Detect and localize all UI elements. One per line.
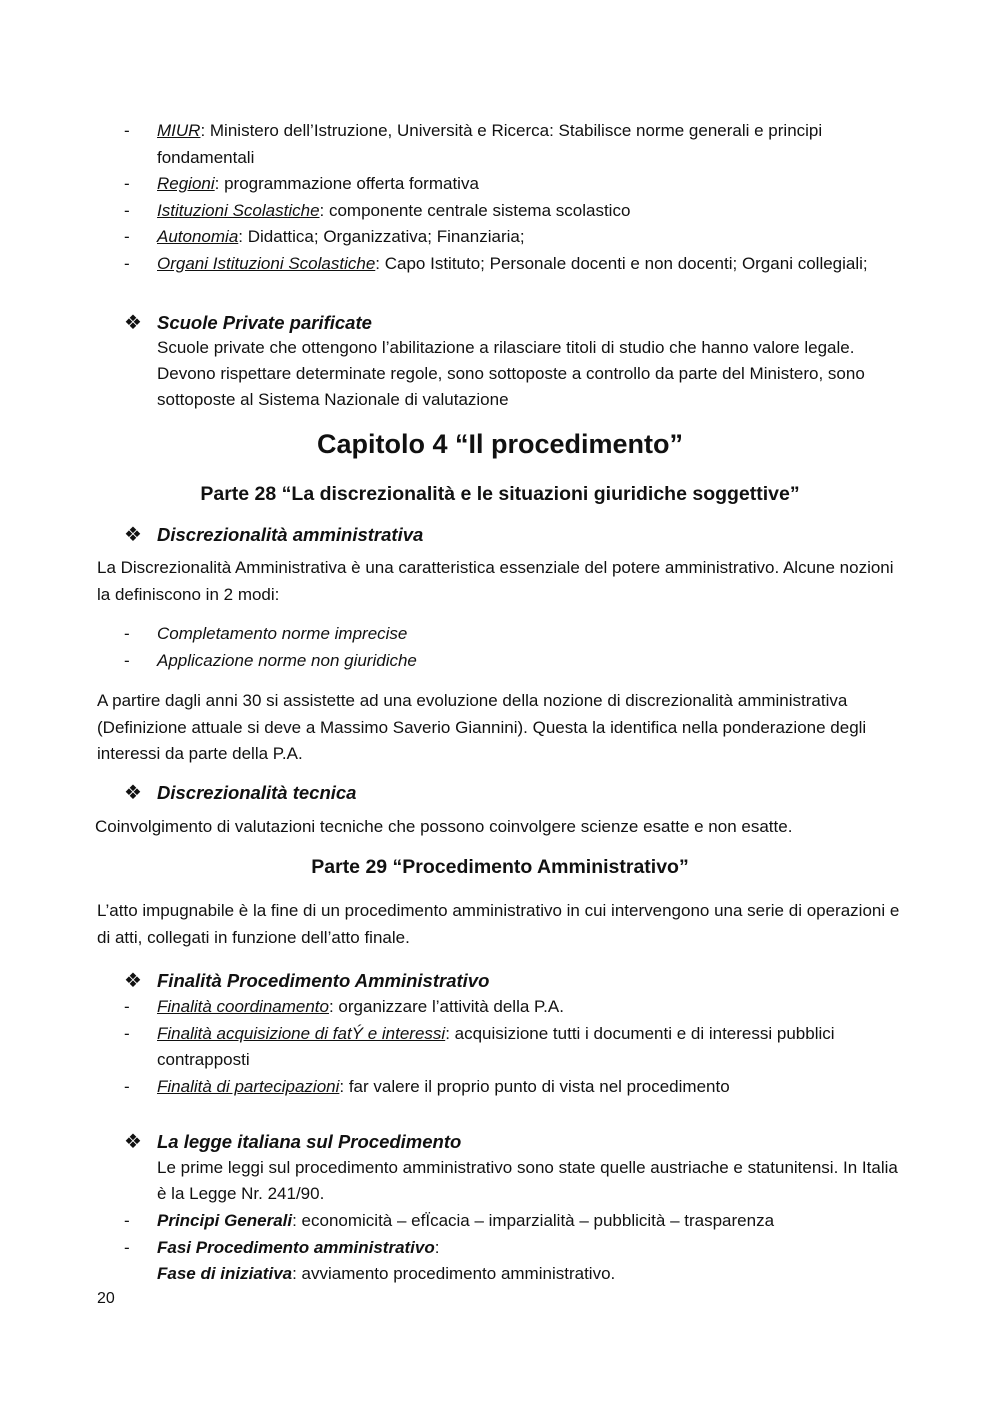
list-term: Principi Generali xyxy=(157,1211,293,1230)
paragraph-tecnica: Coinvolgimento di valutazioni tecniche che possono coinvolgere scienze esatte e non esatte. xyxy=(95,817,793,836)
section-heading-discrezionalita-tecnica xyxy=(124,780,356,806)
dash-marker: - xyxy=(124,1076,130,1096)
list-term: Organi Istituzioni Scolastiche xyxy=(157,253,376,273)
section-heading-finalita xyxy=(124,968,489,994)
dash-marker: - xyxy=(124,1237,130,1257)
part-29-title: Parte 29 “Procedimento Amministrativo” xyxy=(311,856,689,878)
list-desc: : xyxy=(434,1237,440,1257)
list-desc: : Capo Istituto; Personale docenti e non docenti; Organi collegiali; xyxy=(375,253,868,273)
dash-marker: - xyxy=(124,624,130,643)
finalita-list xyxy=(0,994,1000,1100)
paragraph-evoluzione: A partire dagli anni 30 si assistette ad una evoluzione della nozione di discrezionalità amministrativa (Definizione attuale si deve a Massimo Saverio Giannini). Questa la identifica nella ponderazione degli interessi da parte della P.A. xyxy=(97,691,867,763)
section-heading-discrezionalita-amministrativa xyxy=(124,522,423,548)
section-heading-scuole-private xyxy=(124,310,372,336)
list-desc: : acquisizione tutti i documenti e di interessi pubblici contrapposti xyxy=(157,1023,835,1069)
diamond-bullet-icon: ❖ xyxy=(124,524,142,546)
list-item xyxy=(0,994,1000,1021)
dash-marker: - xyxy=(124,997,130,1016)
list-item xyxy=(0,621,1000,648)
diamond-bullet-icon: ❖ xyxy=(124,312,142,334)
list-item xyxy=(0,224,1000,251)
list-term: Regioni xyxy=(157,174,215,193)
dash-marker: - xyxy=(124,227,130,246)
list-item xyxy=(0,251,1000,278)
scuole-private-paragraph: Scuole private che ottengono l’abilitazione a rilasciare titoli di studio che hanno valore legale. Devono rispettare determinate regole, sono sottoposte a controllo da parte del Ministero, sono sottoposte al Sistema Nazionale di valutazione xyxy=(157,338,865,409)
top-definition-list xyxy=(0,118,1000,277)
list-desc: : Didattica; Organizzativa; Finanziaria; xyxy=(238,227,525,246)
dash-marker: - xyxy=(124,121,130,140)
list-text: Completamento norme imprecise xyxy=(157,624,408,643)
list-term: Finalità acquisizione di fatÝ e interessi xyxy=(157,1023,446,1043)
list-desc: : organizzare l’attività della P.A. xyxy=(328,997,564,1016)
heading-text: Scuole Private parificate xyxy=(157,312,372,333)
part-28-title: Parte 28 “La discrezionalità e le situazioni giuridiche soggettive” xyxy=(200,483,800,505)
list-item xyxy=(0,1208,1000,1235)
dash-marker: - xyxy=(124,174,130,193)
list-item xyxy=(0,118,1000,171)
paragraph-atto-impugnabile: L’atto impugnabile è la fine di un procedimento amministrativo in cui intervengono una serie di operazioni e di atti, collegati in funzione dell’atto finale. xyxy=(97,901,900,947)
dash-marker: - xyxy=(124,253,130,273)
diamond-bullet-icon: ❖ xyxy=(124,1131,142,1153)
diamond-bullet-icon: ❖ xyxy=(124,970,142,992)
legge-paragraph: Le prime leggi sul procedimento amministrativo sono state quelle austriache e statunitensi. In Italia è la Legge Nr. 241/90. xyxy=(157,1158,898,1203)
list-subterm: Fase di iniziativa xyxy=(157,1264,293,1283)
heading-text: Finalità Procedimento Amministrativo xyxy=(157,970,490,991)
dash-marker: - xyxy=(124,1211,130,1230)
list-term: Finalità coordinamento xyxy=(157,997,329,1016)
dash-marker: - xyxy=(124,650,130,670)
list-term: Finalità di partecipazioni xyxy=(157,1076,340,1096)
list-item xyxy=(0,171,1000,198)
chapter-title: Capitolo 4 “Il procedimento” xyxy=(316,429,684,459)
list-item xyxy=(0,648,1000,675)
list-term: Autonomia xyxy=(157,227,239,246)
list-desc: : far valere il proprio punto di vista nel procedimento xyxy=(339,1076,730,1096)
dash-marker: - xyxy=(124,1023,130,1043)
list-term: Fasi Procedimento amministrativo xyxy=(157,1237,435,1257)
dash-marker: - xyxy=(124,200,130,220)
heading-text: La legge italiana sul Procedimento xyxy=(157,1131,462,1152)
paragraph-discrezionalita: La Discrezionalità Amministrativa è una caratteristica essenziale del potere amministrativo. Alcune nozioni la definiscono in 2 modi: xyxy=(97,558,894,604)
list-item xyxy=(0,198,1000,225)
legge-details-list xyxy=(0,1208,1000,1288)
list-term: Istituzioni Scolastiche xyxy=(157,200,320,220)
heading-text: Discrezionalità tecnica xyxy=(157,782,357,803)
list-term: MIUR xyxy=(157,121,201,140)
list-desc: : Ministero dell’Istruzione, Università e Ricerca: Stabilisce norme generali e principi fondamentali xyxy=(157,121,823,167)
list-item xyxy=(0,1021,1000,1074)
list-desc: : programmazione offerta formativa xyxy=(214,174,479,193)
diamond-bullet-icon: ❖ xyxy=(124,782,142,804)
section-heading-legge-italiana xyxy=(124,1129,461,1155)
list-subdesc: : avviamento procedimento amministrativo. xyxy=(292,1264,616,1283)
heading-text: Discrezionalità amministrativa xyxy=(157,524,424,545)
discrezionalita-modes-list xyxy=(0,621,1000,674)
list-item xyxy=(0,1074,1000,1101)
page-number: 20 xyxy=(97,1290,115,1307)
list-desc: : economicità – efÏcacia – imparzialità – pubblicità – trasparenza xyxy=(292,1211,775,1230)
list-desc: : componente centrale sistema scolastico xyxy=(319,200,631,220)
list-item xyxy=(0,1235,1000,1288)
list-text: Applicazione norme non giuridiche xyxy=(157,650,417,670)
